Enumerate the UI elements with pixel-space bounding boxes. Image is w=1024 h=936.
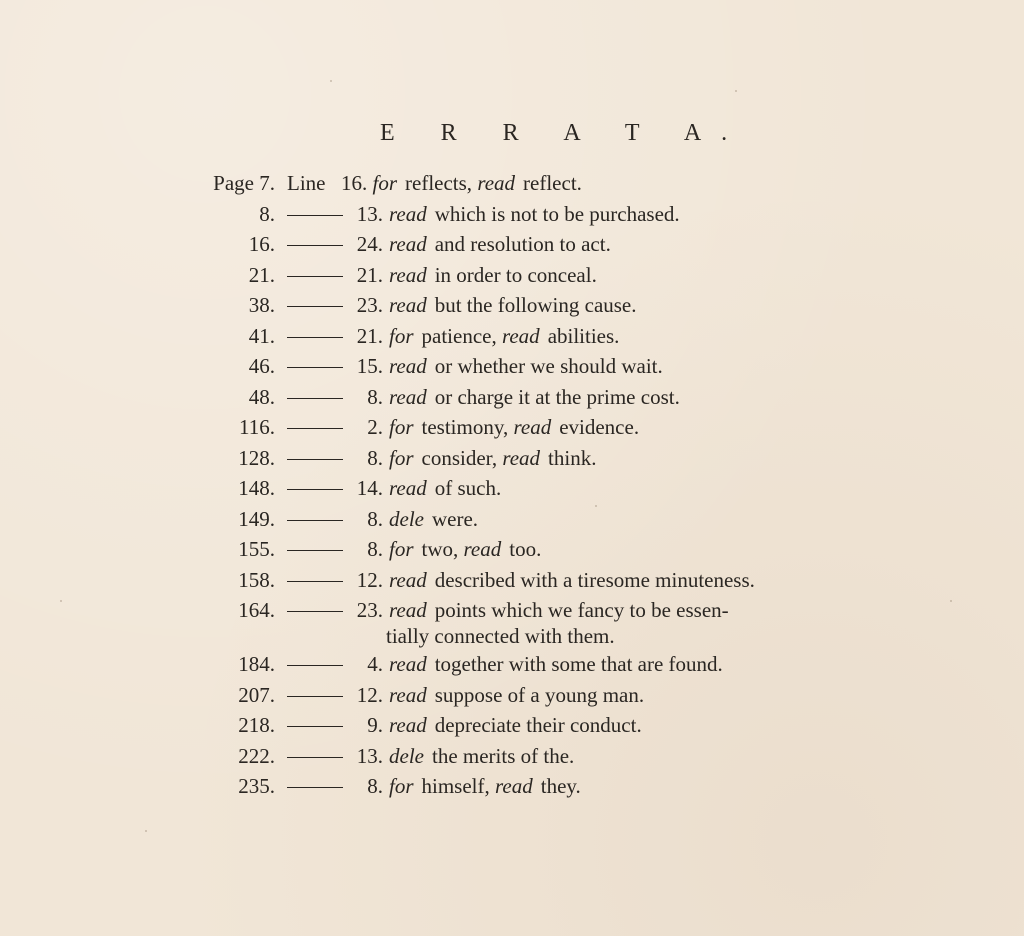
ditto-dash	[287, 398, 343, 399]
ditto-dash	[287, 696, 343, 697]
ditto-dash	[287, 306, 343, 307]
errata-entry	[349, 680, 644, 710]
correction-text: consider,	[421, 445, 498, 470]
keyword: read	[389, 201, 427, 226]
ditto-dash	[287, 665, 343, 666]
correction-text: they.	[540, 774, 581, 798]
correction-text: think.	[548, 445, 597, 470]
correction-text: too.	[509, 537, 542, 561]
errata-row	[0, 412, 1024, 443]
page-number: 207.	[238, 682, 275, 707]
errata-entry	[349, 412, 639, 442]
ditto-dash	[287, 428, 343, 429]
keyword: for	[389, 323, 414, 348]
correction-text: which is not to be purchased.	[434, 201, 680, 226]
keyword: dele	[389, 743, 424, 768]
errata-entry	[349, 382, 680, 412]
ditto-dash	[287, 367, 343, 368]
keyword: read	[389, 713, 427, 737]
errata-entry	[341, 168, 582, 198]
errata-row	[0, 443, 1024, 474]
correction-text: evidence.	[559, 415, 640, 439]
correction-text: in order to conceal.	[434, 262, 597, 287]
errata-entry	[349, 649, 723, 679]
keyword: read	[502, 445, 541, 470]
correction-text: together with some that are found.	[434, 652, 723, 676]
ditto-dash	[287, 581, 343, 582]
correction-text: himself,	[421, 774, 490, 798]
line-number: 8.	[367, 384, 383, 409]
correction-text: and resolution to act.	[434, 232, 611, 256]
line-number: 13.	[356, 743, 383, 768]
line-number: 9.	[367, 713, 383, 737]
line-number: 8.	[367, 506, 383, 531]
ditto-dash	[287, 611, 343, 612]
page-number: 218.	[238, 713, 275, 737]
page-number: 8.	[259, 201, 275, 226]
line-number: 8.	[367, 445, 383, 470]
paper-speck	[330, 80, 332, 82]
correction-text: suppose of a young man.	[434, 682, 645, 707]
keyword: read	[495, 774, 533, 798]
keyword: read	[389, 293, 427, 317]
ditto-dash	[287, 787, 343, 788]
errata-entry	[349, 771, 581, 801]
errata-row	[0, 771, 1024, 802]
errata-entry	[349, 290, 637, 320]
line-number: 23.	[356, 598, 383, 622]
errata-row	[0, 680, 1024, 711]
errata-entry	[349, 504, 478, 534]
page-number: 155.	[238, 537, 275, 561]
errata-row	[0, 595, 1024, 649]
errata-entry	[349, 473, 501, 503]
line-number: 13.	[356, 201, 383, 226]
page-number: 184.	[238, 652, 275, 676]
correction-text: reflects,	[405, 171, 473, 195]
page-number: 222.	[238, 743, 275, 768]
line-number: 8.	[367, 537, 383, 561]
paper-speck	[595, 505, 597, 507]
page-number: 41.	[248, 323, 275, 348]
keyword: dele	[389, 506, 424, 531]
ditto-dash	[287, 337, 343, 338]
correction-text: but the following cause.	[434, 293, 637, 317]
errata-entry	[349, 321, 619, 351]
line-number: 4.	[367, 652, 383, 676]
ditto-dash	[287, 726, 343, 727]
line-number: 23.	[356, 293, 383, 317]
errata-heading: E R R A T A.	[380, 120, 748, 146]
errata-row	[0, 710, 1024, 741]
line-number: 21.	[356, 323, 383, 348]
paper-speck	[735, 90, 737, 92]
errata-entry	[349, 443, 596, 473]
line-number: 12.	[356, 567, 383, 592]
correction-text: patience,	[421, 323, 497, 348]
paper-speck	[145, 830, 147, 832]
keyword: read	[389, 354, 427, 378]
errata-entry	[349, 199, 680, 229]
line-number: 15.	[356, 354, 383, 378]
correction-text: depreciate their conduct.	[434, 713, 642, 737]
correction-text: the merits of the.	[431, 743, 575, 768]
paper-speck	[60, 600, 62, 602]
line-label: Line	[287, 171, 326, 195]
correction-text: abilities.	[547, 323, 620, 348]
page-number: 38.	[248, 293, 275, 317]
keyword: read	[389, 652, 427, 676]
correction-text: of such.	[434, 476, 502, 500]
errata-row	[0, 229, 1024, 260]
line-number: 21.	[356, 262, 383, 287]
keyword: for	[389, 415, 414, 439]
page-number: 164.	[238, 598, 275, 622]
page-number: 149.	[238, 506, 275, 531]
errata-row	[0, 741, 1024, 772]
ditto-dash	[287, 520, 343, 521]
errata-list	[0, 168, 1024, 802]
keyword: read	[389, 476, 427, 500]
errata-entry	[349, 351, 663, 381]
errata-entry	[349, 565, 755, 595]
page-number: 128.	[238, 445, 275, 470]
continuation-text: tially connected with them.	[386, 624, 615, 648]
errata-row	[0, 649, 1024, 680]
page-label: Page 7.	[213, 171, 275, 195]
ditto-dash	[287, 215, 343, 216]
errata-entry	[349, 741, 574, 771]
errata-row	[0, 382, 1024, 413]
ditto-dash	[287, 245, 343, 246]
errata-entry	[349, 260, 597, 290]
keyword: for	[389, 774, 414, 798]
page-number: 148.	[238, 476, 275, 500]
keyword: for	[389, 537, 414, 561]
line-number: 14.	[356, 476, 383, 500]
page-number: 48.	[248, 384, 275, 409]
keyword: read	[389, 232, 427, 256]
keyword: read	[389, 682, 427, 707]
keyword: for	[372, 171, 398, 195]
keyword: read	[389, 567, 427, 592]
correction-text: two,	[421, 537, 459, 561]
errata-row	[0, 473, 1024, 504]
correction-text: described with a tiresome minuteness.	[434, 567, 755, 592]
page-number: 16.	[248, 232, 275, 256]
errata-row	[0, 290, 1024, 321]
errata-entry	[349, 229, 611, 259]
page-number: 235.	[238, 774, 275, 798]
correction-text: testimony,	[421, 415, 509, 439]
errata-row	[0, 565, 1024, 596]
correction-text: reflect.	[523, 171, 582, 195]
correction-text: or whether we should wait.	[434, 354, 663, 378]
keyword: read	[477, 171, 516, 195]
keyword: read	[501, 323, 540, 348]
ditto-dash	[287, 276, 343, 277]
correction-text: points which we fancy to be essen-	[434, 598, 729, 622]
errata-row	[0, 321, 1024, 352]
page-number: 46.	[248, 354, 275, 378]
errata-entry	[349, 534, 541, 564]
paper-speck	[950, 600, 952, 602]
ditto-dash	[287, 550, 343, 551]
keyword: read	[463, 537, 502, 561]
errata-row	[0, 351, 1024, 382]
keyword: read	[389, 262, 427, 287]
page-number: 21.	[248, 262, 275, 287]
errata-row	[0, 504, 1024, 535]
line-number: 24.	[356, 232, 383, 256]
ditto-dash	[287, 489, 343, 490]
line-number: 2.	[367, 415, 383, 439]
correction-text: or charge it at the prime cost.	[434, 384, 680, 409]
ditto-dash	[287, 459, 343, 460]
line-number: 8.	[367, 774, 383, 798]
errata-row	[0, 260, 1024, 291]
errata-row	[0, 168, 1024, 199]
ditto-dash	[287, 757, 343, 758]
errata-entry	[349, 710, 642, 740]
errata-row	[0, 534, 1024, 565]
keyword: read	[389, 384, 427, 409]
errata-row	[0, 199, 1024, 230]
page-number: 116.	[239, 415, 275, 439]
page-number: 158.	[238, 567, 275, 592]
line-number: 12.	[356, 682, 383, 707]
keyword: read	[389, 598, 427, 622]
keyword: for	[389, 445, 414, 470]
keyword: read	[513, 415, 552, 439]
correction-text: were.	[431, 506, 479, 531]
line-number: 16.	[341, 171, 368, 195]
